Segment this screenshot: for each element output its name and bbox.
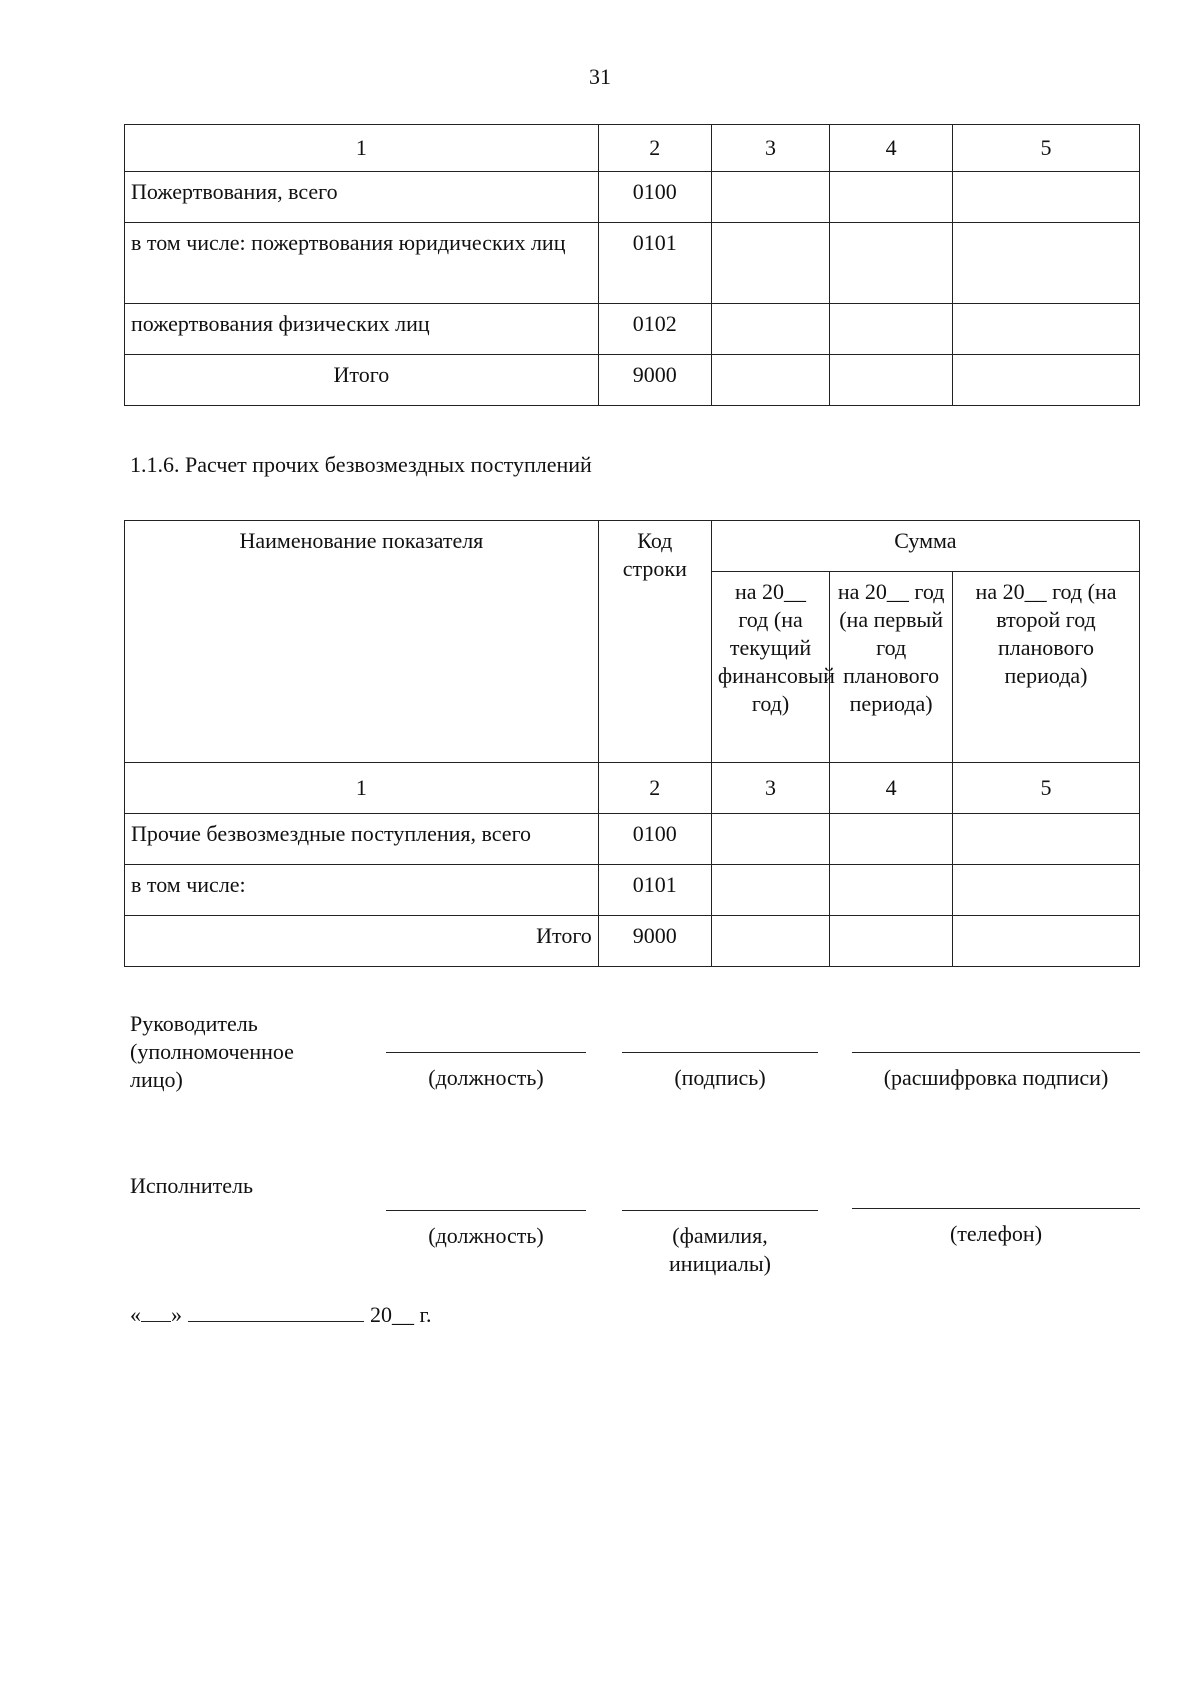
value-cell[interactable]	[830, 304, 953, 355]
value-cell[interactable]	[830, 916, 953, 967]
value-cell[interactable]	[711, 865, 829, 916]
row-name: пожертвования физических лиц	[125, 304, 599, 355]
value-cell[interactable]	[711, 916, 829, 967]
value-cell[interactable]	[953, 304, 1140, 355]
value-cell[interactable]	[711, 304, 829, 355]
value-cell[interactable]	[830, 865, 953, 916]
table-row	[125, 172, 1140, 223]
column-number: 5	[953, 763, 1140, 814]
executor-caption-phone: (телефон)	[949, 1221, 1043, 1246]
column-number-row	[125, 125, 1140, 172]
value-cell[interactable]	[711, 223, 829, 304]
row-code: 0100	[598, 814, 711, 865]
executor-label: Исполнитель	[130, 1173, 254, 1198]
page-number: 31	[589, 64, 611, 89]
row-name: в том числе:	[125, 865, 599, 916]
other-receipts-table	[124, 520, 1140, 967]
column-number: 2	[598, 763, 711, 814]
value-cell[interactable]	[953, 223, 1140, 304]
header-year1: на 20__ год (на текущий финансовый год)	[711, 572, 829, 763]
position-signature-line[interactable]	[386, 1052, 586, 1053]
column-number: 5	[953, 125, 1140, 172]
column-number: 4	[830, 763, 953, 814]
row-code: 0101	[598, 865, 711, 916]
total-row	[125, 355, 1140, 406]
executor-caption-position: (должность)	[428, 1223, 544, 1248]
column-number: 3	[711, 763, 829, 814]
column-number: 2	[598, 125, 711, 172]
row-code: 0101	[598, 223, 711, 304]
table-row	[125, 304, 1140, 355]
total-row	[125, 916, 1140, 967]
executor-caption-name: (фамилия, инициалы)	[669, 1223, 771, 1276]
value-cell[interactable]	[830, 223, 953, 304]
donations-table	[124, 124, 1140, 406]
header-year3: на 20__ год (на второй год планового периода)	[953, 572, 1140, 763]
executor-position-line[interactable]	[386, 1210, 586, 1211]
value-cell[interactable]	[953, 814, 1140, 865]
head-caption-decoding: (расшифровка подписи)	[883, 1065, 1109, 1090]
value-cell[interactable]	[711, 355, 829, 406]
value-cell[interactable]	[711, 172, 829, 223]
signature-line[interactable]	[622, 1052, 818, 1053]
header-row	[125, 521, 1140, 572]
value-cell[interactable]	[711, 814, 829, 865]
column-number: 1	[125, 125, 599, 172]
column-number: 1	[125, 763, 599, 814]
row-code: 0100	[598, 172, 711, 223]
row-code: 9000	[598, 355, 711, 406]
date-close-quote: »	[171, 1302, 182, 1327]
date-open-quote: «	[130, 1302, 141, 1327]
month-blank[interactable]	[188, 1303, 364, 1322]
date-line	[130, 1302, 432, 1328]
row-name: Прочие безвозмездные поступления, всего	[125, 814, 599, 865]
table-row	[125, 223, 1140, 304]
row-code: 9000	[598, 916, 711, 967]
row-name: Итого	[125, 916, 599, 967]
section-title: 1.1.6. Расчет прочих безвозмездных поступлений	[130, 452, 592, 477]
column-number-row	[125, 763, 1140, 814]
row-name: Пожертвования, всего	[125, 172, 599, 223]
row-code: 0102	[598, 304, 711, 355]
value-cell[interactable]	[830, 355, 953, 406]
row-name: Итого	[125, 355, 599, 406]
value-cell[interactable]	[953, 865, 1140, 916]
date-year: 20__ г.	[370, 1302, 432, 1327]
value-cell[interactable]	[953, 172, 1140, 223]
value-cell[interactable]	[953, 355, 1140, 406]
value-cell[interactable]	[953, 916, 1140, 967]
value-cell[interactable]	[830, 814, 953, 865]
signature-decoding-line[interactable]	[852, 1052, 1140, 1053]
header-code: Код строки	[598, 521, 711, 763]
header-name: Наименование показателя	[125, 521, 599, 763]
table-row	[125, 865, 1140, 916]
table-row	[125, 814, 1140, 865]
head-label: Руководитель (уполномоченное лицо)	[130, 1011, 294, 1092]
column-number: 3	[711, 125, 829, 172]
executor-name-line[interactable]	[622, 1210, 818, 1211]
header-year2: на 20__ год (на первый год планового периода)	[830, 572, 953, 763]
row-name: в том числе: пожертвования юридических лиц	[125, 223, 599, 304]
day-blank[interactable]	[141, 1303, 171, 1322]
header-sum: Сумма	[711, 521, 1139, 572]
column-number: 4	[830, 125, 953, 172]
executor-phone-line[interactable]	[852, 1208, 1140, 1209]
head-caption-signature: (подпись)	[674, 1065, 766, 1090]
head-caption-position: (должность)	[428, 1065, 544, 1090]
value-cell[interactable]	[830, 172, 953, 223]
